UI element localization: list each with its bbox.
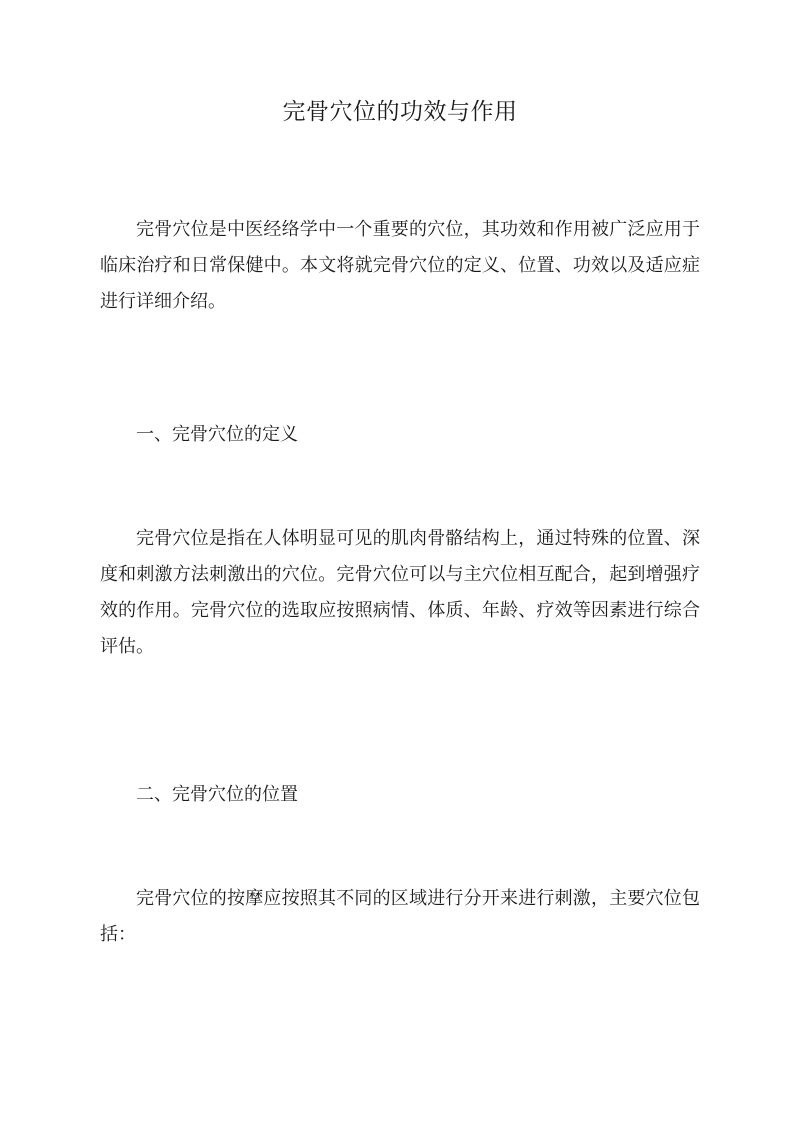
section-heading-definition: 一、完骨穴位的定义 (136, 424, 298, 445)
document-title: 完骨穴位的功效与作用 (282, 99, 518, 125)
intro-paragraph: 完骨穴位是中医经络学中一个重要的穴位，其功效和作用被广泛应用于临床治疗和日常保健中。本文将就完骨穴位的定义、位置、功效以及适应症进行详细介绍。 (100, 219, 700, 312)
location-paragraph: 完骨穴位的按摩应按照其不同的区域进行分开来进行刺激，主要穴位包括： (100, 888, 700, 945)
definition-paragraph: 完骨穴位是指在人体明显可见的肌肉骨骼结构上，通过特殊的位置、深度和刺激方法刺激出的穴位。完骨穴位可以与主穴位相互配合，起到增强疗效的作用。完骨穴位的选取应按照病情、体质、年龄、疗效等因素进行综合评估。 (100, 528, 700, 657)
section-heading-location: 二、完骨穴位的位置 (136, 784, 298, 805)
